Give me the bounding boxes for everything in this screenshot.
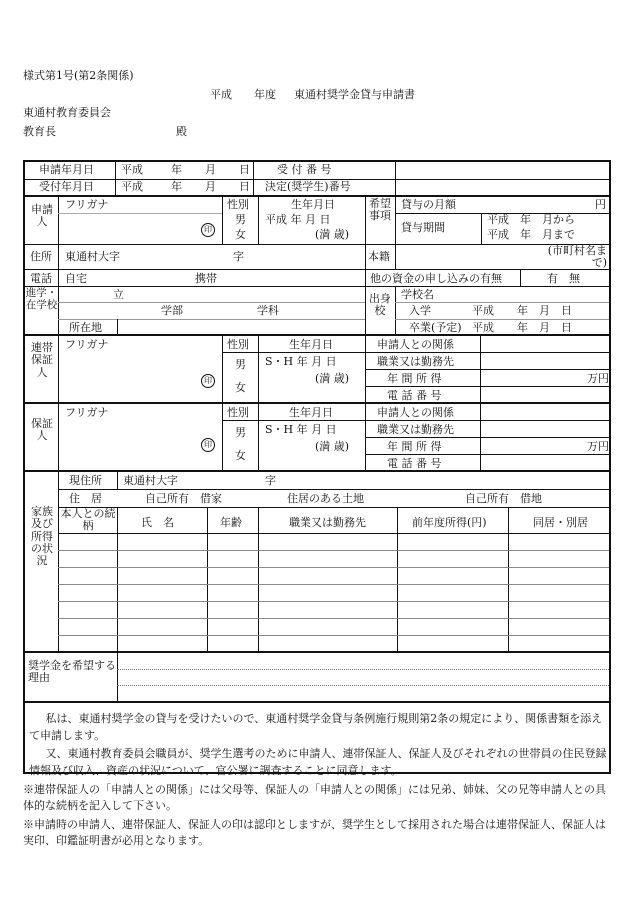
rule [395, 244, 396, 269]
address-label: 住所 [30, 250, 52, 263]
period-from: 平成 年 月から [487, 213, 575, 226]
rule [25, 651, 609, 653]
rule [365, 437, 609, 438]
rule [481, 213, 482, 244]
applicant-furigana: フリガナ [65, 198, 109, 211]
rule [258, 404, 259, 471]
alma-grad-era: 平成 [472, 321, 494, 334]
family-label: 家族及び所得の状況 [31, 505, 53, 568]
rule [25, 286, 609, 287]
reason-line [117, 685, 609, 686]
rule [58, 404, 59, 471]
jg-age-fmt: (満 歳) [315, 372, 350, 385]
jg-birth-fmt: S・H 年 月 日 [265, 355, 337, 368]
g-furigana: フリガナ [65, 406, 109, 419]
honorific: 殿 [176, 125, 187, 138]
wish-label: 希望事項 [369, 197, 391, 223]
applicant-age-fmt: (満 歳) [315, 228, 350, 241]
page-title: 東通村奨学金貸与申請書 [294, 88, 415, 101]
jg-phone: 電 話 番 号 [387, 389, 442, 402]
apply-era: 平成 [121, 163, 143, 176]
rule [222, 352, 365, 353]
rule [25, 701, 609, 703]
rule [117, 507, 118, 652]
title-year: 年度 [254, 88, 276, 101]
g-birth-fmt: S・H 年 月 日 [265, 423, 337, 436]
guarantor-label: 保証人 [31, 417, 53, 443]
rule [365, 454, 609, 455]
school-label: 進学・在学校 [25, 287, 58, 311]
rule [365, 369, 609, 370]
rule [395, 197, 396, 244]
alma-grad: 卒業(予定) [409, 321, 462, 334]
honseki-note: (市町村名まで) [547, 244, 607, 270]
rule [58, 197, 59, 335]
accept-date-label: 受付年月日 [39, 180, 94, 193]
rule [207, 507, 208, 652]
family-row-line [58, 584, 609, 585]
col-cohabit: 同居・別居 [533, 516, 588, 529]
g-income-yen: 万円 [587, 440, 609, 453]
school-ritsu: 立 [113, 288, 124, 301]
g-female: 女 [235, 449, 246, 462]
accept-era: 平成 [121, 180, 143, 193]
period-to: 平成 年 月まで [487, 228, 575, 241]
rule [365, 386, 609, 387]
applicant-seal: 印 [201, 223, 215, 237]
jg-income-yen: 万円 [587, 372, 609, 385]
rule [25, 470, 609, 472]
applicant-male: 男 [235, 213, 246, 226]
alma-entry-era: 平成 [472, 304, 494, 317]
receipt-no-label: 受 付 番 号 [277, 163, 332, 176]
rule [395, 319, 609, 320]
alma-entry: 入学 [409, 304, 431, 317]
rule [395, 286, 396, 335]
home-phone: 自宅 [65, 272, 87, 285]
g-seal: 印 [201, 438, 215, 452]
rule [58, 336, 59, 403]
rule [117, 472, 118, 489]
monthly-yen: 円 [595, 198, 606, 211]
alma-school-name: 学校名 [401, 288, 434, 301]
address-aza: 字 [233, 250, 244, 263]
rule [58, 269, 59, 286]
g-birth-label: 生年月日 [289, 406, 333, 419]
alma-grad-ymd: 年 月 日 [517, 321, 572, 334]
title-era: 平成 [210, 88, 232, 101]
apply-y: 年 [171, 163, 182, 176]
applicant-birth-label: 生年月日 [291, 198, 335, 211]
jg-birth-label: 生年月日 [289, 338, 333, 351]
g-job: 職業又は勤務先 [377, 423, 454, 436]
jg-furigana: フリガナ [65, 338, 109, 351]
form-number: 様式第1号(第2条関係) [23, 69, 134, 82]
reason-label: 奨学金を希望する理由 [28, 659, 116, 685]
rule [365, 352, 609, 353]
residence-own-rent: 自己所有 借家 [145, 492, 222, 505]
period-label: 貸与期間 [401, 221, 445, 234]
rule [58, 319, 365, 320]
applicant-female: 女 [235, 228, 246, 241]
rule [25, 402, 609, 404]
g-male: 男 [235, 426, 246, 439]
family-address-aza: 字 [265, 474, 276, 487]
col-job: 職業又は勤務先 [289, 516, 366, 529]
rule [365, 197, 366, 244]
address-value: 東通村大字 [65, 250, 120, 263]
rule [58, 507, 609, 508]
family-address-label: 現住所 [69, 474, 102, 487]
reason-line [117, 669, 609, 670]
family-address-value: 東通村大字 [123, 474, 178, 487]
other-funds-label: 他の資金の申し込みの有無 [370, 272, 502, 285]
school-location: 所在地 [69, 321, 102, 334]
rule [58, 302, 365, 303]
rule [397, 507, 398, 652]
rule [222, 404, 223, 471]
applicant-label: 申請人 [31, 203, 53, 229]
rule [25, 244, 609, 245]
footnote-2: ※申請時の申請人、連帯保証人、保証人の印は認印としますが、奨学生として採用された場合は連帯保証人、保証人は実印、印鑑証明書が必用となります。 [23, 818, 606, 847]
honseki-label: 本籍 [368, 250, 390, 263]
joint-guarantor-label: 連帯保証人 [31, 341, 53, 379]
rule [25, 195, 609, 197]
g-relation: 申請人との関係 [377, 406, 454, 419]
rule [222, 336, 223, 403]
monthly-label: 貸与の月額 [401, 198, 456, 211]
g-age-fmt: (満 歳) [315, 440, 350, 453]
rule [222, 197, 223, 244]
rule [365, 420, 609, 421]
rule [365, 269, 366, 286]
col-income: 前年度所得(円) [412, 516, 487, 529]
col-name: 氏 名 [141, 516, 174, 529]
pledge-para-2: 又、東通村教育委員会職員が、奨学生選考のために申請人、連帯保証人、保証人及びそれぞれの世帯員の住民登録情報及び収入、資産の状況について、官公署に調査することに同意します。 [29, 747, 607, 778]
col-age: 年齢 [220, 516, 242, 529]
apply-m: 月 [205, 163, 216, 176]
application-form [23, 160, 611, 778]
family-row-line [58, 550, 609, 551]
pledge-para-1: 私は、東通村奨学金の貸与を受けたいので、東通村奨学金貸与条例施行規則第2条の規定により、関係書類を添えて申請します。 [29, 712, 603, 743]
rule [58, 213, 222, 214]
rule [520, 269, 521, 286]
rule [395, 302, 609, 303]
jg-job: 職業又は勤務先 [377, 355, 454, 368]
decision-no-label: 決定(奨学生)番号 [265, 180, 351, 193]
rule [365, 244, 366, 269]
g-sex-label: 性別 [227, 406, 249, 419]
g-phone: 電 話 番 号 [387, 457, 442, 470]
rule [258, 197, 259, 244]
school-faculty: 学部 [161, 304, 183, 317]
alma-entry-ymd: 年 月 日 [517, 304, 572, 317]
phone-label: 電話 [30, 272, 52, 285]
jg-seal: 印 [201, 374, 215, 388]
jg-relation: 申請人との関係 [377, 338, 454, 351]
accept-d: 日 [239, 180, 250, 193]
rule [58, 489, 609, 490]
addressee-org: 東通村教育委員会 [23, 106, 111, 119]
accept-y: 年 [171, 180, 182, 193]
addressee-person: 教育長 [23, 125, 56, 138]
mobile-phone: 携帯 [195, 272, 217, 285]
rule [117, 319, 118, 335]
land-label: 住居のある土地 [287, 492, 364, 505]
applicant-sex-label: 性別 [227, 198, 249, 211]
jg-income: 年 間 所 得 [387, 372, 442, 385]
rule [58, 533, 609, 534]
apply-date-label: 申請年月日 [39, 163, 94, 176]
applicant-birth-fmt: 平成 年 月 日 [265, 213, 331, 226]
residence-label: 住 居 [69, 492, 102, 505]
rule [258, 336, 259, 403]
rule [117, 653, 118, 702]
rule [258, 507, 259, 652]
family-row-line [58, 618, 609, 619]
jg-sex-label: 性別 [227, 338, 249, 351]
jg-male: 男 [235, 358, 246, 371]
land-own-lease: 自己所有 借地 [465, 492, 542, 505]
rule [58, 472, 59, 652]
family-row-line [58, 601, 609, 602]
accept-m: 月 [205, 180, 216, 193]
alma-label: 出身校 [369, 292, 391, 318]
family-row-line [58, 635, 609, 636]
rule [222, 420, 365, 421]
rule [25, 269, 609, 270]
school-dept: 学科 [257, 304, 279, 317]
g-income: 年 間 所 得 [387, 440, 442, 453]
rule [508, 507, 509, 652]
apply-d: 日 [239, 163, 250, 176]
footnote-1: ※連帯保証人の「申請人との関係」には父母等、保証人の「申請人との関係」には兄弟、姉妹、父の兄等申請人との具体的な続柄を記入して下さい。 [23, 783, 606, 812]
col-relation: 本人との続柄 [60, 507, 116, 533]
rule [25, 334, 609, 336]
other-funds-yes-no: 有 無 [547, 272, 580, 285]
jg-female: 女 [235, 381, 246, 394]
family-row-line [58, 567, 609, 568]
